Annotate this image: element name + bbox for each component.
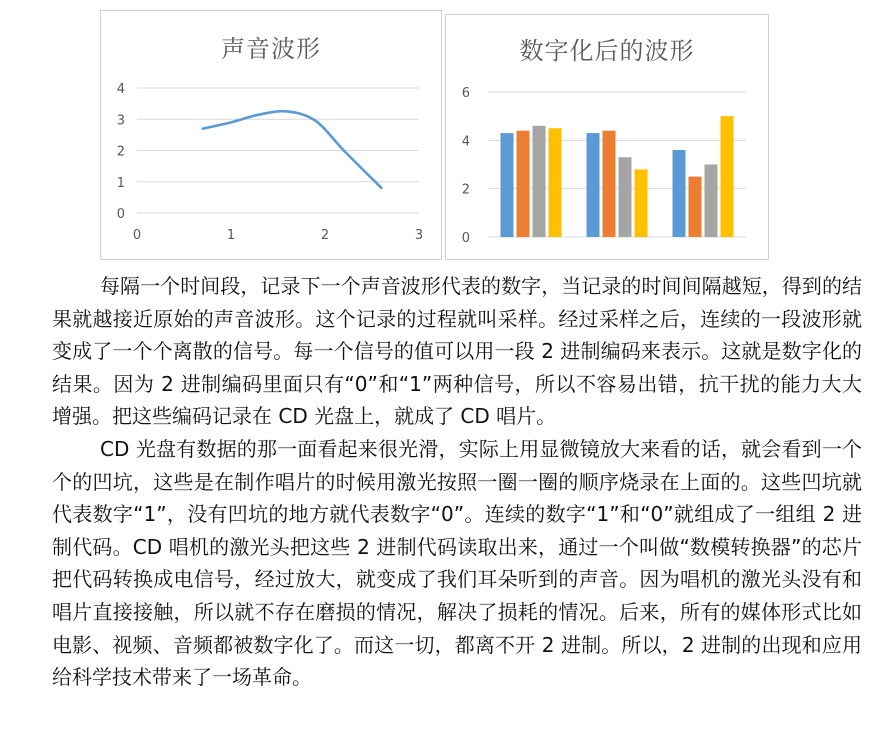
digital-y-tick-label: 4 (461, 134, 470, 150)
digital-bar (549, 128, 562, 237)
wave-chart (100, 10, 442, 260)
digital-bar (517, 131, 530, 237)
digital-bar (533, 126, 546, 237)
wave-y-tick-label: 1 (116, 175, 125, 191)
wave-y-tick-label: 0 (116, 207, 125, 222)
digital-bar (705, 165, 718, 238)
wave-x-tick-label: 1 (226, 228, 236, 243)
wave-y-tick-label: 3 (116, 113, 125, 129)
wave-chart-plot (101, 11, 441, 259)
digital-y-tick-label: 2 (461, 182, 470, 198)
wave-x-tick-label: 2 (320, 228, 330, 243)
digital-bar (603, 131, 616, 237)
digital-y-tick-label: 6 (461, 86, 470, 101)
digital-chart-title: 数字化后的波形 (519, 37, 695, 65)
digital-bar (673, 150, 686, 237)
digital-bar (635, 169, 648, 237)
article-body (52, 270, 862, 694)
wave-x-tick-label: 3 (414, 228, 424, 243)
digital-bar (619, 157, 632, 237)
digital-bar (587, 133, 600, 237)
wave-y-tick-label: 2 (116, 144, 125, 160)
digital-y-tick-label: 0 (461, 231, 470, 246)
digital-chart-plot (446, 15, 768, 259)
wave-x-tick-label: 0 (132, 228, 142, 243)
article-paragraph-1: 每隔一个时间段，记录下一个声音波形代表的数字，当记录的时间间隔越短，得到的结果就越接近原始的声音波形。这个记录的过程就叫采样。经过采样之后，连续的一段波形就变成了一个个离散的信号。每一个信号的值可以用一段 2 进制编码来表示。这就是数字化的结果。因为 2 进制编码里面只有“0”和“1”两种信号，所以不容易出错，抗干扰的能力大大增强。把这些编码记录在 CD 光盘上，就成了 CD 唱片。 (52, 274, 862, 429)
wave-chart-title: 声音波形 (221, 35, 321, 63)
digital-bar (721, 116, 734, 237)
wave-y-tick-label: 4 (116, 82, 125, 97)
wave-series-line (203, 111, 382, 188)
article-paragraph-2: CD 光盘有数据的那一面看起来很光滑，实际上用显微镜放大来看的话，就会看到一个个的凹坑，这些是在制作唱片的时候用激光按照一圈一圈的顺序烧录在上面的。这些凹坑就代表数字“1”，没有凹坑的地方就代表数字“0”。连续的数字“1”和“0”就组成了一组组 2 进制代码。CD 唱机的激光头把这些 2 进制代码读取出来，通过一个叫做“数模转换器”的芯片把代码转换成电信号，经过放大，就变成了我们耳朵听到的声音。因为唱机的激光头没有和唱片直接接触，所以就不存在磨损的情况，解决了损耗的情况。后来，所有的媒体形式比如电影、视频、音频都被数字化了。而这一切，都离不开 2 进制。所以，2 进制的出现和应用给科学技术带来了一场革命。 (52, 436, 862, 690)
digital-chart (445, 14, 769, 260)
digital-bar (689, 177, 702, 237)
digital-bar (501, 133, 514, 237)
